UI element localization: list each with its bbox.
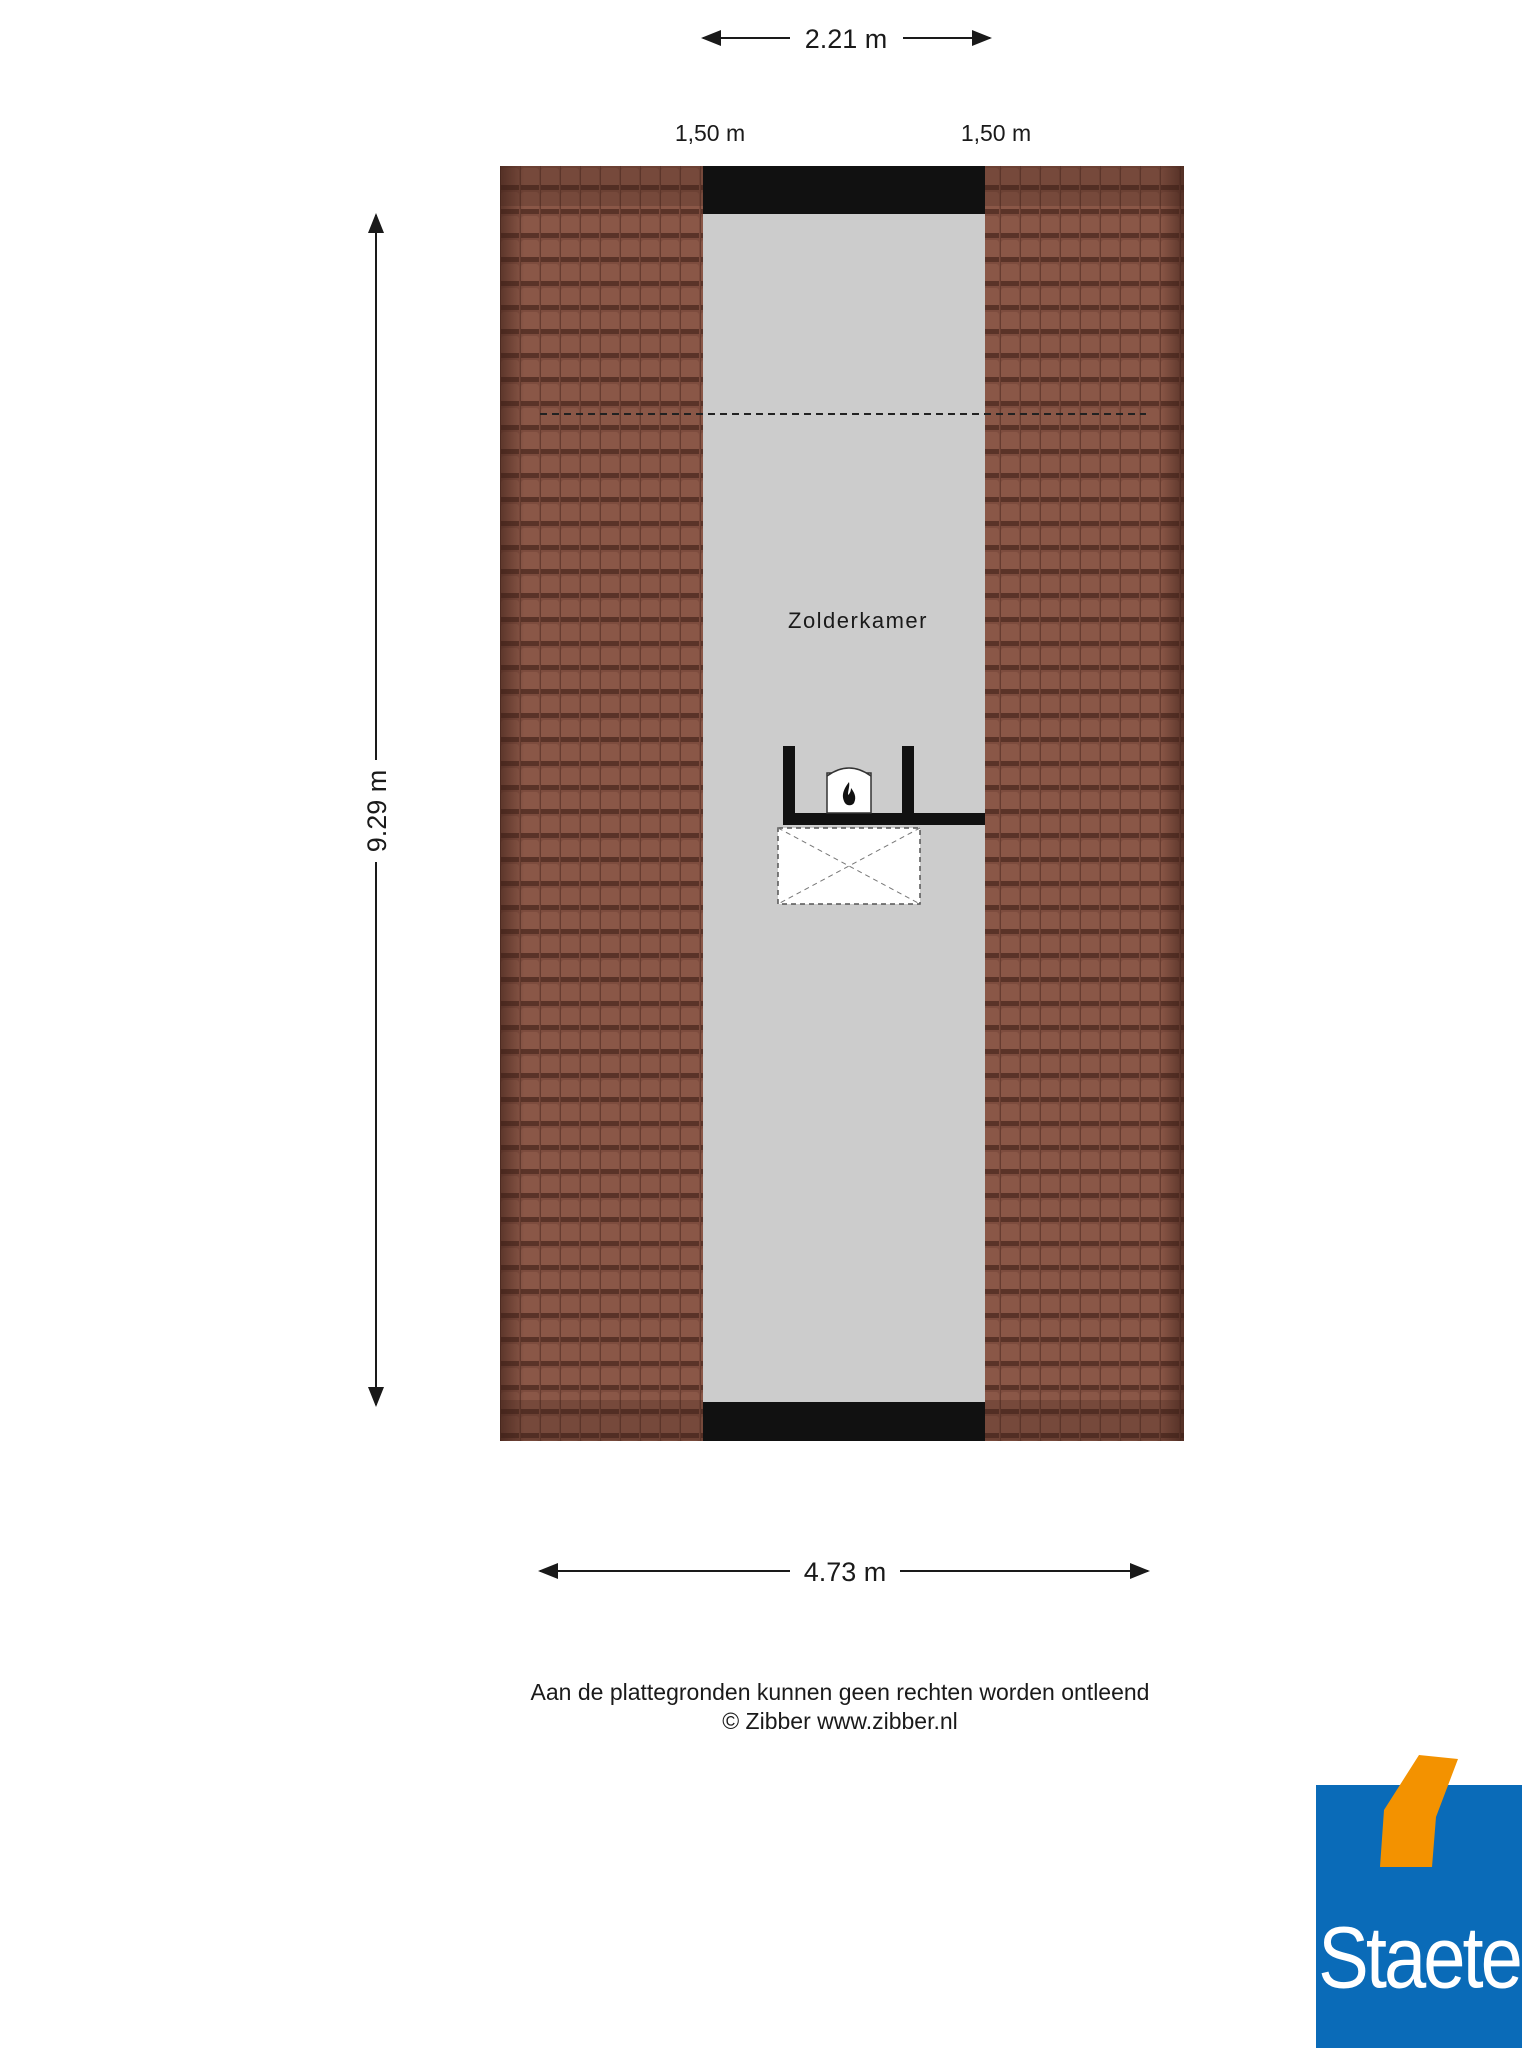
dimension-top-right-label: 1,50 m: [960, 120, 1032, 146]
roof-right: [985, 166, 1184, 1441]
staete-logo-graphic: [1316, 1755, 1522, 2048]
dimension-top-width: [703, 24, 990, 54]
dimension-bottom-width-label: 4.73 m: [803, 1557, 887, 1587]
logo-text: Staete: [1318, 1909, 1520, 2007]
staete-logo: [1316, 1755, 1522, 2048]
dimension-top-left-label: 1,50 m: [674, 120, 746, 146]
dimension-top-width-label: 2.21 m: [804, 24, 888, 54]
disclaimer: [0, 1678, 1536, 1736]
dimension-height: [362, 215, 392, 1405]
dimension-bottom-width: [540, 1557, 1148, 1587]
wall-bottom: [703, 1402, 985, 1441]
boiler-flame-icon: [827, 768, 871, 813]
stair-opening: [778, 828, 920, 904]
disclaimer-line-2: © Zibber www.zibber.nl: [722, 1708, 958, 1734]
disclaimer-line-1: Aan de plattegronden kunnen geen rechten worden ontleend: [530, 1679, 1150, 1705]
roof-left: [500, 166, 703, 1441]
room-label: Zolderkamer: [788, 608, 928, 633]
dimension-height-label: 9.29 m: [362, 769, 392, 853]
wall-top: [703, 166, 985, 214]
